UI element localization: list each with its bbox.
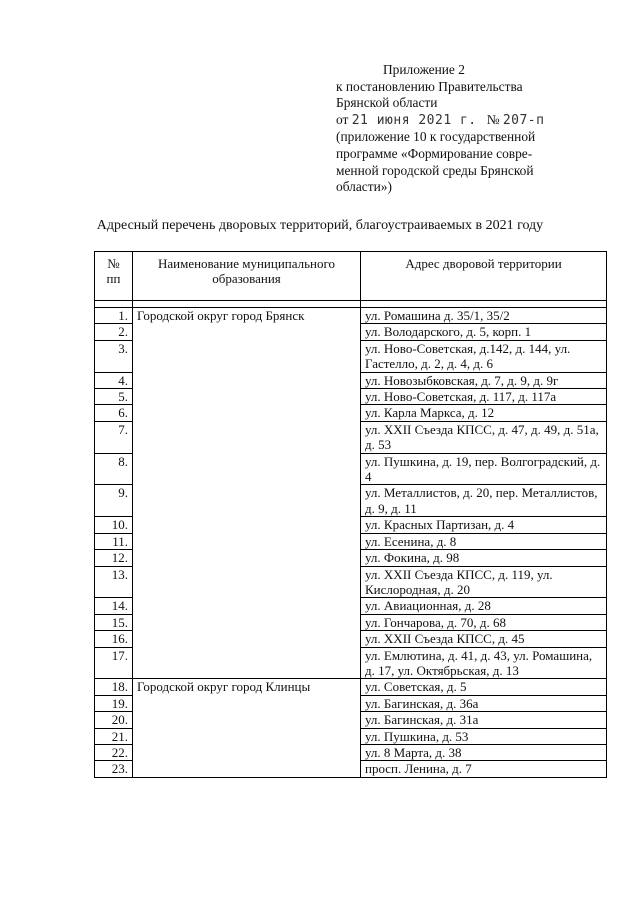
row-number: 5. xyxy=(95,389,133,405)
address-cell: ул. Володарского, д. 5, корп. 1 xyxy=(361,324,607,340)
gap-cell xyxy=(133,301,361,308)
address-cell: ул. Пушкина, д. 53 xyxy=(361,728,607,744)
row-number: 4. xyxy=(95,372,133,388)
address-table xyxy=(94,251,607,778)
table-row xyxy=(95,679,607,695)
row-number: 6. xyxy=(95,405,133,421)
number-prefix: № xyxy=(486,111,500,127)
header-municipality: Наименование муниципального образования xyxy=(133,252,361,301)
address-cell: ул. Красных Партизан, д. 4 xyxy=(361,517,607,533)
row-number: 12. xyxy=(95,550,133,566)
address-cell: ул. Емлютина, д. 41, д. 43, ул. Ромашина, д. 17, ул. Октябрьская, д. 13 xyxy=(361,647,607,679)
row-number: 13. xyxy=(95,566,133,598)
row-number: 8. xyxy=(95,453,133,485)
address-cell: ул. 8 Марта, д. 38 xyxy=(361,744,607,760)
row-number: 18. xyxy=(95,679,133,695)
row-number: 14. xyxy=(95,598,133,614)
address-cell: ул. Металлистов, д. 20, пер. Металлистов, д. 9, д. 11 xyxy=(361,485,607,517)
row-number: 9. xyxy=(95,485,133,517)
appendix-note-line-3: менной городской среды Брянской xyxy=(336,162,534,178)
appendix-block xyxy=(336,62,586,196)
number-stamp: 207-п xyxy=(502,112,545,128)
gap-cell xyxy=(361,301,607,308)
address-cell: ул. Советская, д. 5 xyxy=(361,679,607,695)
municipality-cell: Городской округ город Брянск xyxy=(133,308,361,679)
header-gap-row xyxy=(95,301,607,308)
address-cell: ул. Новозыбковская, д. 7, д. 9, д. 9г xyxy=(361,372,607,388)
header-address: Адрес дворовой территории xyxy=(361,252,607,301)
address-cell: ул. Багинская, д. 31а xyxy=(361,712,607,728)
appendix-line-1: к постановлению Правительства xyxy=(336,78,523,94)
row-number: 1. xyxy=(95,308,133,324)
row-number: 22. xyxy=(95,744,133,760)
address-cell: ул. Ромашина д. 35/1, 35/2 xyxy=(361,308,607,324)
appendix-date-row xyxy=(336,112,586,130)
address-cell: ул. XXII Съезда КПСС, д. 119, ул. Кислородная, д. 20 xyxy=(361,566,607,598)
row-number: 7. xyxy=(95,421,133,453)
address-cell: ул. XXII Съезда КПСС, д. 47, д. 49, д. 51а, д. 53 xyxy=(361,421,607,453)
address-cell: ул. Пушкина, д. 19, пер. Волгоградский, д. 4 xyxy=(361,453,607,485)
row-number: 10. xyxy=(95,517,133,533)
gap-cell xyxy=(95,301,133,308)
municipality-cell: Городской округ город Клинцы xyxy=(133,679,361,777)
address-cell: ул. Гончарова, д. 70, д. 68 xyxy=(361,614,607,630)
header-number: № пп xyxy=(95,252,133,301)
address-cell: ул. Ново-Советская, д.142, д. 144, ул. Гастелло, д. 2, д. 4, д. 6 xyxy=(361,340,607,372)
appendix-line-2: Брянской области xyxy=(336,95,438,111)
date-prefix: от xyxy=(336,111,349,127)
row-number: 19. xyxy=(95,695,133,711)
address-cell: ул. Багинская, д. 36а xyxy=(361,695,607,711)
row-number: 20. xyxy=(95,712,133,728)
row-number: 16. xyxy=(95,631,133,647)
row-number: 2. xyxy=(95,324,133,340)
address-cell: ул. Ново-Советская, д. 117, д. 117а xyxy=(361,389,607,405)
address-cell: ул. Фокина, д. 98 xyxy=(361,550,607,566)
row-number: 23. xyxy=(95,761,133,777)
row-number: 3. xyxy=(95,340,133,372)
row-number: 21. xyxy=(95,728,133,744)
address-cell: ул. Авиационная, д. 28 xyxy=(361,598,607,614)
address-cell: просп. Ленина, д. 7 xyxy=(361,761,607,777)
table-body xyxy=(95,301,607,778)
address-cell: ул. XXII Съезда КПСС, д. 45 xyxy=(361,631,607,647)
appendix-note-line-4: области») xyxy=(336,179,392,195)
date-stamp: 21 июня 2021 г. xyxy=(351,112,477,128)
document-title: Адресный перечень дворовых территорий, благоустраиваемых в 2021 году xyxy=(96,218,544,233)
row-number: 17. xyxy=(95,647,133,679)
address-cell: ул. Карла Маркса, д. 12 xyxy=(361,405,607,421)
appendix-title: Приложение 2 xyxy=(383,62,465,77)
table-row xyxy=(95,308,607,324)
appendix-note-line-1: (приложение 10 к государственной xyxy=(336,129,536,145)
address-cell: ул. Есенина, д. 8 xyxy=(361,533,607,549)
row-number: 11. xyxy=(95,533,133,549)
table-header-row xyxy=(95,252,607,301)
appendix-note-line-2: программе «Формирование совре- xyxy=(336,145,533,161)
row-number: 15. xyxy=(95,614,133,630)
